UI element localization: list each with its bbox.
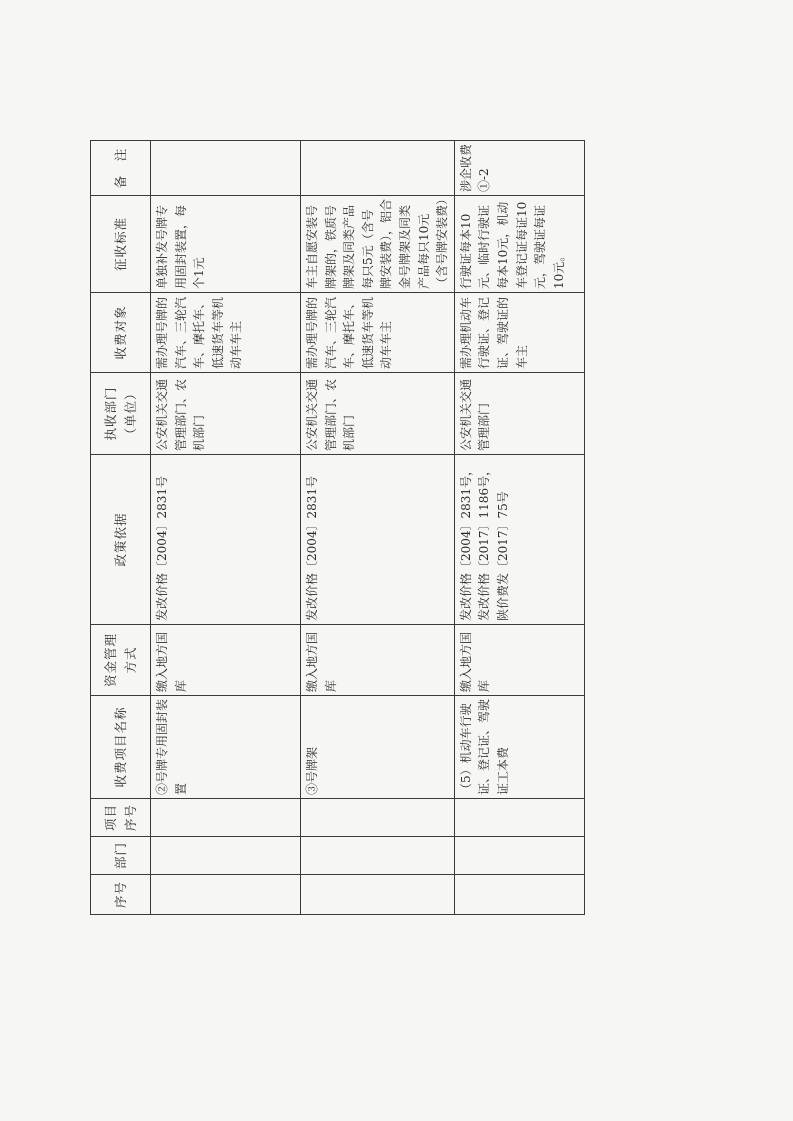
cell-seq xyxy=(301,875,455,915)
fee-table xyxy=(90,140,585,915)
table-row xyxy=(151,141,301,915)
header-fund-mgmt: 资金管理方式 xyxy=(91,625,151,696)
cell-basis: 发改价格〔2004〕2831号 xyxy=(301,455,455,625)
rotated-table-container xyxy=(90,141,575,915)
header-item-seq: 项目序号 xyxy=(91,799,151,837)
header-dept: 部门 xyxy=(91,837,151,875)
cell-standard: 车主自愿安装号牌架的，铁质号牌架及同类产品每只5元（含号牌安装费），铝合金号牌架及同类产品每只10元（含号牌安装费） xyxy=(301,196,455,293)
header-standard: 征收标准 xyxy=(91,196,151,293)
cell-remark: 涉企收费①-2 xyxy=(454,141,584,196)
cell-standard: 行驶证每本10元、临时行驶证每本10元，机动车登记证每证10元，驾驶证每证10元。 xyxy=(454,196,584,293)
cell-seq xyxy=(151,875,301,915)
header-seq: 序号 xyxy=(91,875,151,915)
header-item-name: 收费项目名称 xyxy=(91,696,151,799)
cell-collector: 公安机关交通管理部门、农机部门 xyxy=(301,373,455,455)
header-collector: 执收部门（单位） xyxy=(91,373,151,455)
cell-basis: 发改价格〔2004〕2831号 xyxy=(151,455,301,625)
cell-item-seq xyxy=(454,799,584,837)
cell-seq xyxy=(454,875,584,915)
cell-fund-mgmt: 缴入地方国库 xyxy=(151,625,301,696)
header-payer: 收费对象 xyxy=(91,293,151,373)
header-basis: 政策依据 xyxy=(91,455,151,625)
header-row xyxy=(91,141,151,915)
cell-remark xyxy=(151,141,301,196)
header-remark: 备 注 xyxy=(91,141,151,196)
cell-collector: 公安机关交通管理部门 xyxy=(454,373,584,455)
cell-dept xyxy=(151,837,301,875)
cell-item-seq xyxy=(301,799,455,837)
cell-dept xyxy=(301,837,455,875)
cell-item-name: （5）机动车行驶证、登记证、驾驶证工本费 xyxy=(454,696,584,799)
cell-item-seq xyxy=(151,799,301,837)
cell-fund-mgmt: 缴入地方国库 xyxy=(301,625,455,696)
cell-payer: 需办理号牌的汽车、三轮汽车、摩托车、低速货车等机动车车主 xyxy=(301,293,455,373)
table-row xyxy=(454,141,584,915)
cell-standard: 单独补发号牌专用固封装置，每个1元 xyxy=(151,196,301,293)
cell-basis: 发改价格〔2004〕2831号，发改价格〔2017〕1186号，陕价费发〔2017〕75号 xyxy=(454,455,584,625)
cell-dept xyxy=(454,837,584,875)
cell-collector: 公安机关交通管理部门、农机部门 xyxy=(151,373,301,455)
table-row xyxy=(301,141,455,915)
cell-payer: 需办理号牌的汽车、三轮汽车、摩托车、低速货车等机动车车主 xyxy=(151,293,301,373)
cell-fund-mgmt: 缴入地方国库 xyxy=(454,625,584,696)
cell-item-name: ③号牌架 xyxy=(301,696,455,799)
cell-remark xyxy=(301,141,455,196)
cell-payer: 需办理机动车行驶证、登记证、驾驶证的车主 xyxy=(454,293,584,373)
cell-item-name: ②号牌专用固封装置 xyxy=(151,696,301,799)
